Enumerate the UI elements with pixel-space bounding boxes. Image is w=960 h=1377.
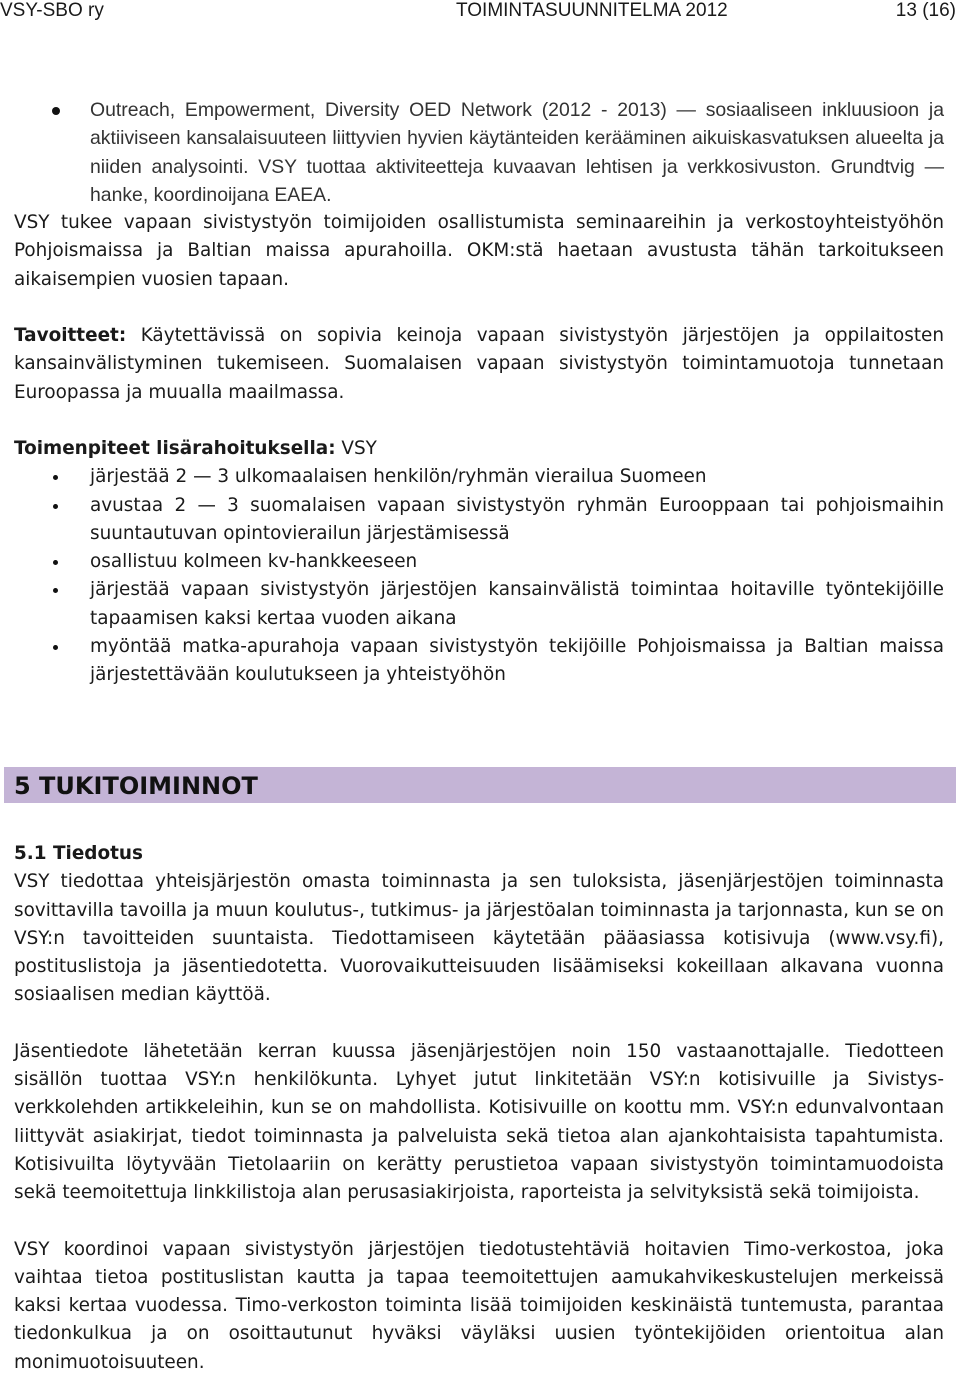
outreach-bullet <box>14 96 944 209</box>
bullet-dot-icon <box>52 107 60 115</box>
bullet-icon <box>53 588 58 593</box>
measures-list <box>14 463 944 689</box>
measures-subject: VSY <box>335 437 377 459</box>
list-item-text: järjestää vapaan sivistystyön järjestöjen kansainvälistä toimintaa hoitaville työntekijöille tapaamisen kaksi kertaa vuoden aikana <box>90 579 944 629</box>
goals-text: Käytettävissä on sopivia keinoja vapaan sivistystyön järjestöjen ja oppilaitosten kansainvälistyminen tukemiseen. Suomalaisen vapaan sivistystyön toimintamuotoja tunnetaan Euroopassa ja muualla maailmassa. <box>14 325 944 403</box>
measures-intro <box>14 435 944 463</box>
list-item-text: myöntää matka-apurahoja vapaan sivistystyön tekijöille Pohjoismaissa ja Baltian maissa järjestettävään koulutukseen ja yhteistyöhön <box>90 636 944 686</box>
bullet-icon <box>53 560 58 565</box>
tiedotus-paragraph-3: VSY koordinoi vapaan sivistystyön järjestöjen tiedotustehtäviä hoitavien Timo-verkostoa, joka vaihtaa tietoa postituslistan kautta ja tapaa teemoitettujen aamukahvikeskustelujen merkeissä kaksi kertaa vuodessa. Timo-verkoston toiminta lisää toimijoiden keskinäistä tuntemusta, parantaa tiedonkulkua ja on osoittautunut hyväksi väyläksi uusien työntekijöiden orientoitua alan monimuotoisuuteen. <box>14 1238 944 1373</box>
bullet-icon <box>53 504 58 509</box>
measures-label: Toimenpiteet lisärahoituksella: <box>14 437 336 459</box>
list-item-text: osallistuu kolmeen kv-hankkeeseen <box>90 551 418 573</box>
goals-label: Tavoitteet: <box>14 325 127 347</box>
list-item <box>14 492 944 549</box>
list-item <box>14 548 944 576</box>
list-item-text: avustaa 2 — 3 suomalaisen vapaan sivistystyön ryhmän Eurooppaan tai pohjoismaihin suuntautuvan opintovierailun järjestämisessä <box>90 494 944 544</box>
upper-content <box>14 96 944 690</box>
section-heading-bar <box>4 767 956 803</box>
list-item <box>14 576 944 633</box>
header-page-number: 13 (16) <box>895 0 956 21</box>
header-organization: VSY-SBO ry <box>0 0 104 21</box>
list-item-text: järjestää 2 — 3 ulkomaalaisen henkilön/ryhmän vierailua Suomeen <box>90 466 707 488</box>
tiedotus-paragraph-2: Jäsentiedote lähetetään kerran kuussa jäsenjärjestöjen noin 150 vastaanottajalle. Tiedotteen sisällön tuottaa VSY:n henkilökunta. Lyhyet jutut linkitetään VSY:n kotisivuille ja Sivistys-verkkolehden artikkeleihin, kun se on mahdollista. Kotisivuille on koottu mm. VSY:n edunvalvontaan liittyvät asiakirjat, tiedot toiminnasta ja palveluista sekä tietoa alan ajankohtaisista tapahtumista. Kotisivuilta löytyvään Tietolaariin on kerätty perustietoa vapaan sivistystyön toimintamuodoista sekä teemoitettuja linkkilistoja alan perusasiakirjoista, raporteista ja selvityksistä sekä toimijoista. <box>14 1040 944 1204</box>
bullet-icon <box>53 645 58 650</box>
outreach-text: Outreach, Empowerment, Diversity OED Network (2012 - 2013) — sosiaaliseen inkluusioon ja aktiiviseen kansalaisuuteen liittyvien hyvien käytänteiden kerääminen aikuiskasvatuksen alueelta ja niiden analysointi. VSY tuottaa aktiviteetteja kuvaavan lehtisen ja verkkosivuston. Grundtvig —hanke, koordinoijana EAEA. <box>90 99 944 206</box>
support-paragraph: VSY tukee vapaan sivistystyön toimijoiden osallistumista seminaareihin ja verkostoyhteistyöhön Pohjoismaissa ja Baltian maissa apurahoilla. OKM:stä haetaan avustusta tähän tarkoitukseen aikaisempien vuosien tapaan. <box>14 212 944 290</box>
goals-paragraph <box>14 322 944 407</box>
lower-content <box>14 840 944 1377</box>
list-item <box>14 463 944 491</box>
header-document-title: TOIMINTASUUNNITELMA 2012 <box>456 0 728 21</box>
list-item <box>14 633 944 690</box>
subsection-heading: 5.1 Tiedotus <box>14 843 143 864</box>
page-header <box>0 0 960 26</box>
section-heading: 5 TUKITOIMINNOT <box>14 772 258 800</box>
bullet-icon <box>53 475 58 480</box>
tiedotus-paragraph-1: VSY tiedottaa yhteisjärjestön omasta toiminnasta ja sen tuloksista, jäsenjärjestöjen toiminnasta sovittavilla tavoilla ja muun koulutus-, tutkimus- ja järjestöalan toiminnasta ja tarjonnasta, kun se on VSY:n tavoitteiden suuntaista. Tiedottamiseen käytetään pääasiassa kotisivuja (www.vsy.fi), postituslistoja ja jäsentiedotetta. Vuorovaikutteisuuden lisäämiseksi kokeillaan alkavana vuonna sosiaalisen median käyttöä. <box>14 871 944 1006</box>
